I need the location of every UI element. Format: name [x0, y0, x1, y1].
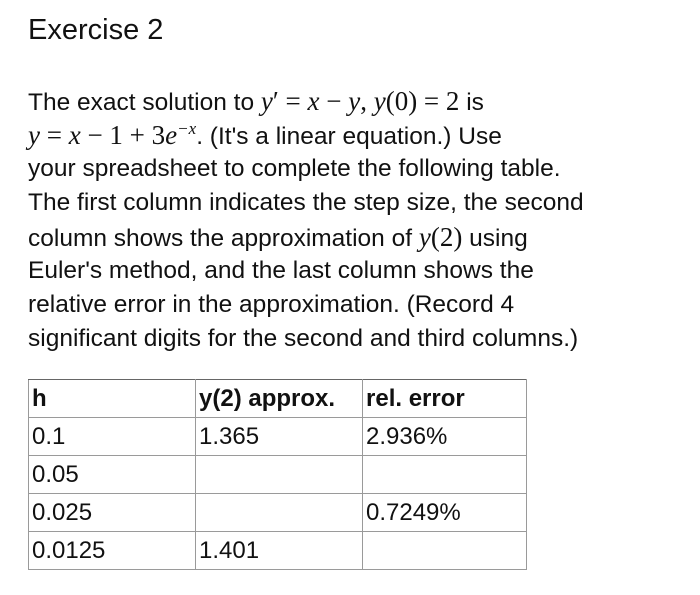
text-segment: The exact solution to: [28, 89, 261, 116]
table-row: [29, 418, 527, 456]
header-step-size: h: [29, 380, 196, 418]
cell-relative-error[interactable]: 2.936%: [363, 418, 527, 456]
cell-relative-error[interactable]: 0.7249%: [363, 494, 527, 532]
table-row: [29, 494, 527, 532]
exercise-title: Exercise 2: [28, 14, 164, 46]
table-row: [29, 456, 527, 494]
cell-approximation[interactable]: [196, 456, 363, 494]
header-relative-error: rel. error: [363, 380, 527, 418]
problem-line-6: Euler's method, and the last column shows the: [28, 257, 534, 284]
problem-line-8: significant digits for the second and third columns.): [28, 325, 579, 352]
results-table: [28, 379, 527, 570]
cell-relative-error[interactable]: [363, 456, 527, 494]
cell-step-size: 0.025: [29, 494, 196, 532]
problem-statement: [28, 84, 688, 356]
text-segment: is: [459, 89, 484, 116]
exact-solution-equation: $y = x - 1 + 3e^{-x}$: [28, 119, 197, 150]
table-header-row: [29, 380, 527, 418]
cell-approximation[interactable]: [196, 494, 363, 532]
problem-line-4: The first column indicates the step size, the second: [28, 189, 584, 216]
cell-relative-error[interactable]: [363, 532, 527, 570]
text-segment: . (It's a linear equation.) Use: [196, 123, 502, 150]
cell-step-size: 0.1: [29, 418, 196, 456]
problem-line-7: relative error in the approximation. (Record 4: [28, 291, 515, 318]
cell-step-size: 0.05: [29, 456, 196, 494]
differential-equation: y′ = x − y, y(0) = 2: [260, 86, 460, 116]
problem-line-3: your spreadsheet to complete the following table.: [28, 155, 561, 182]
problem-line-5: [28, 220, 688, 254]
table-row: [29, 532, 527, 570]
text-segment: using: [462, 225, 528, 252]
cell-step-size: 0.0125: [29, 532, 196, 570]
cell-approximation[interactable]: 1.365: [196, 418, 363, 456]
problem-line-2: [28, 118, 688, 152]
header-approximation: y(2) approx.: [196, 380, 363, 418]
text-segment: column shows the approximation of: [28, 225, 419, 252]
problem-line-1: [28, 84, 688, 118]
cell-approximation[interactable]: 1.401: [196, 532, 363, 570]
approximation-target: y(2): [418, 222, 463, 252]
